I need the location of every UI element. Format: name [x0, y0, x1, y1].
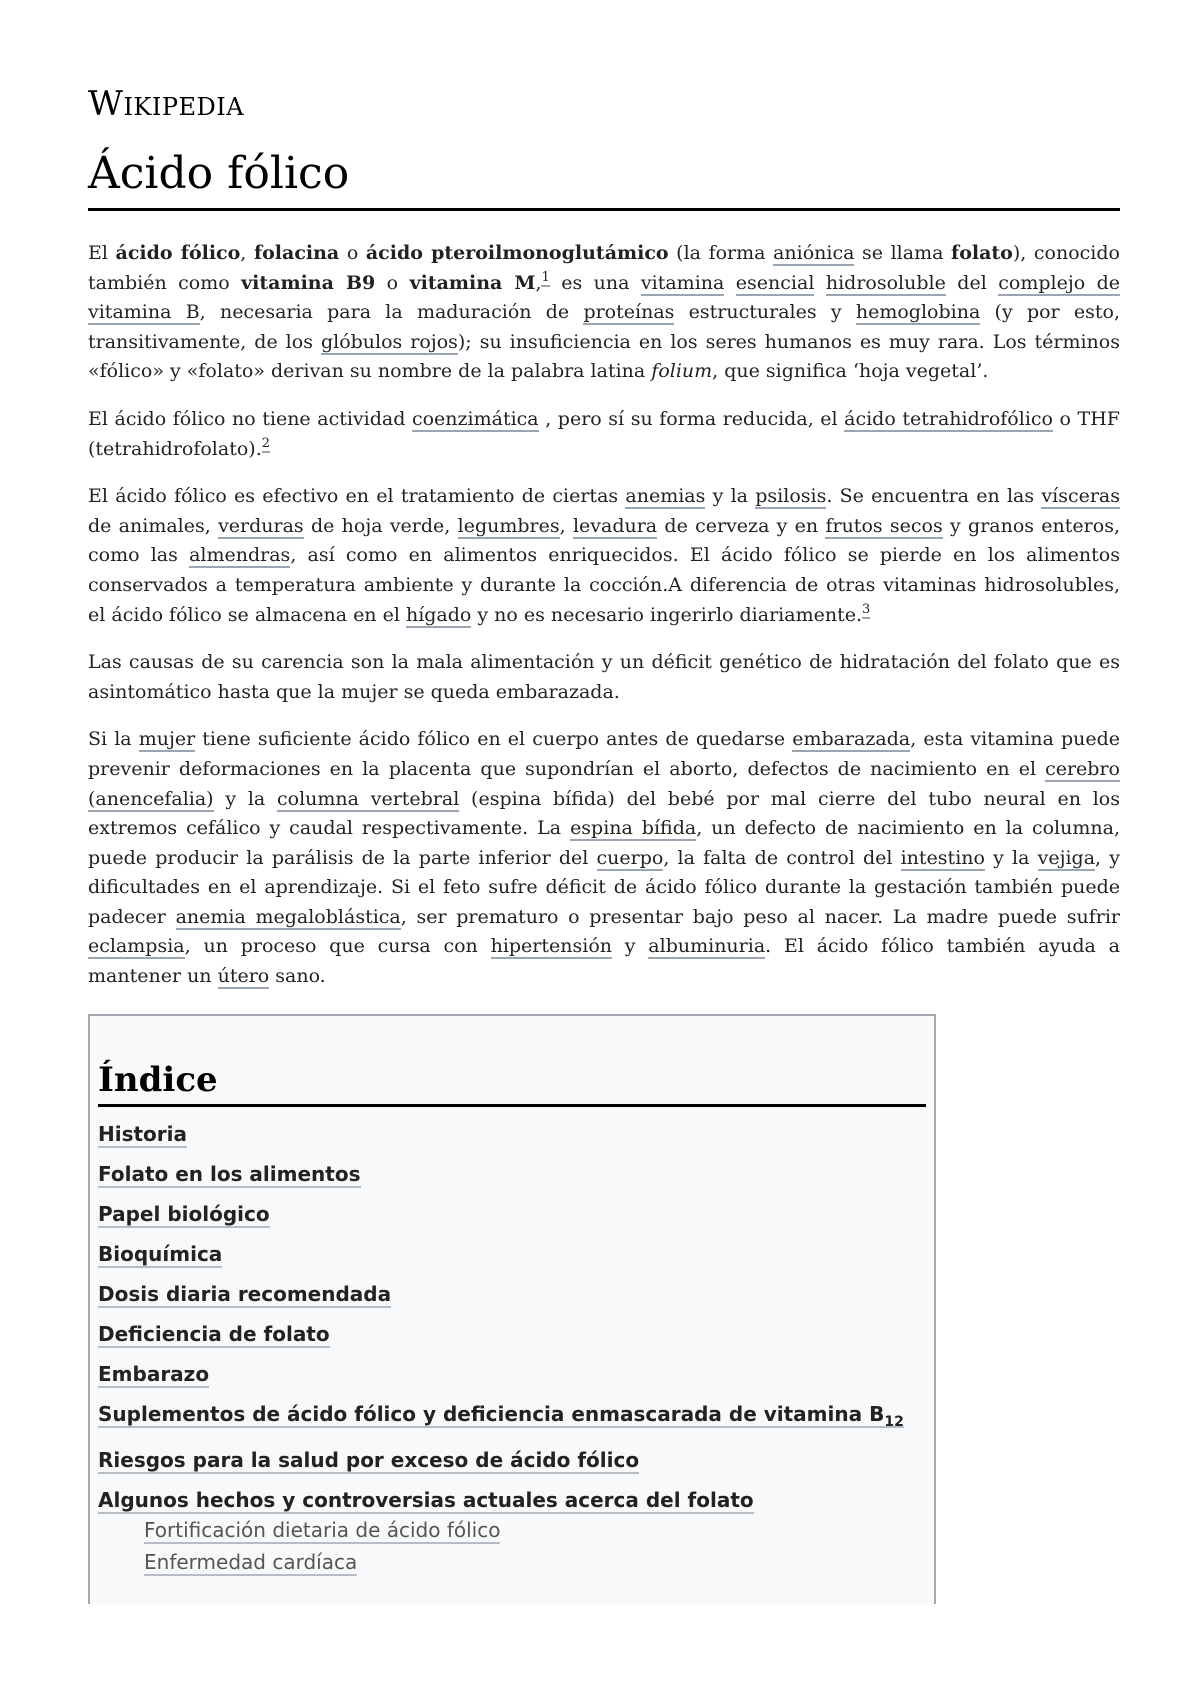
link-cuerpo[interactable]: cuerpo [596, 846, 664, 869]
link-globulos-rojos[interactable]: glóbulos rojos [320, 330, 458, 353]
toc-item-suplementos: Suplementos de ácido fólico y deficiencia enmascarada de vitamina $B_{12}$ [98, 1402, 904, 1430]
toc-item-historia: Historia [98, 1122, 188, 1146]
toc-subitem-enfermedad-cardiaca: Enfermedad cardíaca [144, 1550, 358, 1574]
wikipedia-logo[interactable]: Wikipedia [88, 84, 245, 124]
link-cerebro[interactable]: cerebro [1045, 757, 1120, 780]
link-embarazada[interactable]: embarazada [792, 728, 911, 751]
link-coenzimatica[interactable]: coenzimática [411, 407, 539, 430]
link-utero[interactable]: útero [217, 965, 270, 988]
link-vejiga[interactable]: vejiga [1037, 846, 1096, 869]
link-anemias[interactable]: anemias [625, 485, 706, 508]
toc-subitem-fortificacion: Fortificación dietaria de ácido fólico [144, 1518, 501, 1542]
link-albuminuria[interactable]: albuminuria [648, 935, 766, 958]
link-acido-tetrahidrofolico[interactable]: ácido tetrahidrofólico [844, 407, 1053, 430]
paragraph-intro: El ácido fólico, folacina o ácido pteroilmonoglutámico (la forma aniónica se llama folato), conocido también como vitamina B9 o vitamina M,$^1$ es una vitamina esencial hidrosoluble del complejo de vitamina B, necesaria para la maduración de proteínas estructurales y hemoglobina (y por esto, transitivamente, de los glóbulos rojos); su insuficiencia en los seres humanos es muy rara. Los términos «fólico» y «folato» derivan su nombre de la palabra latina folium, que significa ‘hoja vegetal’. [88, 242, 1120, 383]
paragraph-5: Si la mujer tiene suficiente ácido fólico en el cuerpo antes de quedarse embarazada, esta vitamina puede prevenir deformaciones en la placenta que supondrían el aborto, defectos de nacimiento en el cerebro (anencefalia) y la columna vertebral (espina bífida) del bebé por mal cierre del tubo neural en los extremos cefálico y caudal respectivamente. La espina bífida, un defecto de nacimiento en la columna, puede producir la parálisis de la parte inferior del cuerpo, la falta de control del intestino y la vejiga, y dificultades en el aprendizaje. Si el feto sufre déficit de ácido fólico durante la gestación también puede padecer anemia megaloblástica, ser prematuro o presentar bajo peso al nacer. La madre puede sufrir eclampsia, un proceso que cursa con hipertensión y albuminuria. El ácido fólico también ayuda a mantener un útero sano. [88, 728, 1120, 988]
toc-item-deficiencia-folato: Deficiencia de folato [98, 1322, 330, 1346]
paragraph-2: El ácido fólico no tiene actividad coenzimática , pero sí su forma reducida, el ácido tetrahidrofólico o THF (tetrahidrofolato).$^2$ [88, 407, 1120, 460]
toc-item-hechos-controversias: Algunos hechos y controversias actuales acerca del folato [98, 1488, 754, 1512]
link-verduras[interactable]: verduras [218, 514, 304, 537]
toc-title: Índice [98, 1058, 926, 1107]
link-visceras[interactable]: vísceras [1041, 485, 1120, 508]
link-frutos-secos[interactable]: frutos secos [825, 514, 943, 537]
link-columna-vertebral[interactable]: columna vertebral [277, 787, 460, 810]
paragraph-3: El ácido fólico es efectivo en el tratamiento de ciertas anemias y la psilosis. Se encuentra en las vísceras de animales, verduras de hoja verde, legumbres, levadura de cerveza y en frutos secos y granos enteros, como las almendras, así como en alimentos enriquecidos. El ácido fólico se pierde en los alimentos conservados a temperatura ambiente y durante la cocción.A diferencia de otras vitaminas hidrosolubles, el ácido fólico se almacena en el hígado y no es necesario ingerirlo diariamente.$^3$ [88, 485, 1120, 626]
link-anencefalia[interactable]: (anencefalia) [88, 787, 214, 810]
paragraph-4: Las causas de su carencia son la mala alimentación y un déficit genético de hidratación del folato que es asintomático hasta que la mujer se queda embarazada. [88, 651, 1120, 703]
link-complejo-vitamina-b[interactable]: complejo de vitamina B [88, 271, 1120, 324]
article [88, 0, 1120, 1574]
toc-item-folato-alimentos: Folato en los alimentos [98, 1162, 361, 1186]
link-espina-bifida[interactable]: espina bífida [570, 817, 697, 840]
link-hemoglobina[interactable]: hemoglobina [855, 301, 981, 324]
link-intestino[interactable]: intestino [900, 846, 985, 869]
link-hipertension[interactable]: hipertensión [490, 935, 612, 958]
link-eclampsia[interactable]: eclampsia [88, 935, 185, 958]
toc-item-bioquimica: Bioquímica [98, 1242, 223, 1266]
link-levadura[interactable]: levadura [572, 514, 658, 537]
link-anemia-megaloblastica[interactable]: anemia megaloblástica [175, 905, 401, 928]
toc-item-papel-biologico: Papel biológico [98, 1202, 270, 1226]
link-esencial[interactable]: esencial [735, 271, 815, 294]
link-almendras[interactable]: almendras [189, 544, 291, 567]
toc-item-embarazo: Embarazo [98, 1362, 210, 1386]
table-of-contents [88, 1014, 936, 1604]
link-legumbres[interactable]: legumbres [457, 514, 560, 537]
link-proteinas[interactable]: proteínas [583, 301, 675, 324]
link-hidrosoluble[interactable]: hidrosoluble [825, 271, 946, 294]
link-higado[interactable]: hígado [405, 603, 472, 626]
toc-item-dosis-diaria: Dosis diaria recomendada [98, 1282, 392, 1306]
reference-3[interactable]: 3 [862, 602, 871, 618]
toc-list [98, 1117, 934, 1579]
link-anionica[interactable]: aniónica [773, 242, 855, 264]
page-title: Ácido fólico [88, 146, 1120, 211]
link-vitamina[interactable]: vitamina [640, 271, 725, 294]
toc-item-riesgos: Riesgos para la salud por exceso de ácido fólico [98, 1448, 640, 1472]
link-psilosis[interactable]: psilosis [755, 485, 827, 508]
link-mujer[interactable]: mujer [138, 728, 196, 751]
reference-1[interactable]: 1 [541, 270, 550, 286]
reference-2[interactable]: 2 [261, 436, 271, 452]
